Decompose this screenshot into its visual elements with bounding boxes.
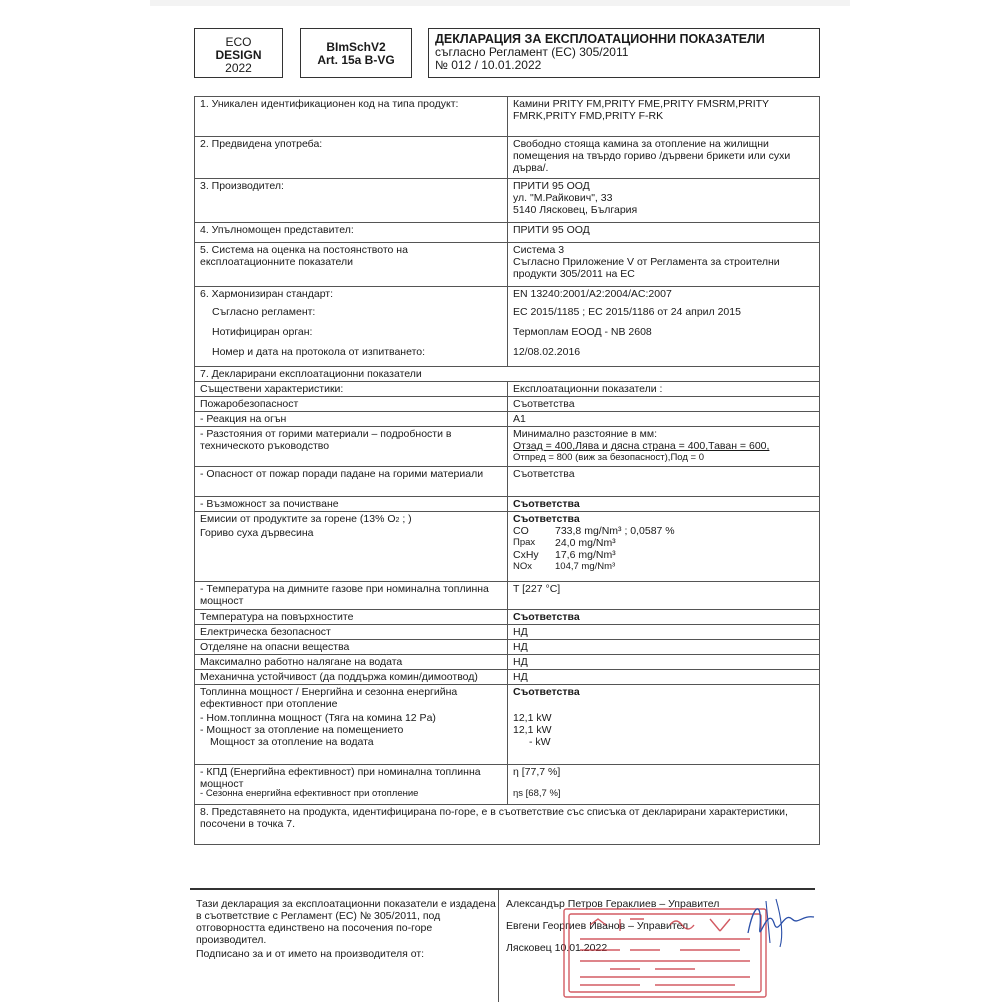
reaction-to-fire-label: - Реакция на огън — [195, 412, 508, 427]
water-pressure-value: НД — [508, 655, 820, 670]
emission-name: NOx — [513, 561, 532, 572]
room-output-value: 12,1 kW — [513, 724, 552, 736]
declaration-table — [194, 96, 820, 845]
emissions-label — [195, 512, 508, 582]
mechanical-stability-value: НД — [508, 670, 820, 685]
table-row — [195, 382, 820, 397]
emission-name: CxHy — [513, 549, 539, 561]
nominal-efficiency-text: КПД (Енергийна ефективност) при номинална топлинна мощност — [200, 766, 481, 790]
signed-on-behalf: Подписано за и от името на производителя от: — [196, 948, 425, 960]
water-output-label — [200, 736, 502, 748]
representative-value: ПРИТИ 95 ООД — [508, 223, 820, 243]
distance-min: Минимално разстояние в мм: — [513, 428, 658, 440]
distance-label-text: Разстояния от горими материали – подробности в техническото ръководство — [200, 428, 452, 452]
table-row — [195, 367, 820, 382]
eco-line1: ECO — [225, 35, 252, 49]
nominal-efficiency-value: η [77,7 %] — [513, 766, 561, 778]
footer-divider — [498, 890, 499, 1002]
table-row — [195, 512, 820, 582]
signature-footer — [190, 888, 815, 1002]
distance-back-sides: Отзад = 400,Лява и дясна страна = 400,Таван = 600, — [513, 440, 770, 452]
room-output-text: Мощност за отопление на помещението — [206, 724, 404, 736]
eco-year: 2022 — [225, 61, 252, 75]
table-row — [195, 497, 820, 512]
declared-performance-heading: 7. Декларирани експлоатационни показатели — [195, 367, 820, 382]
blm-line1: BImSchV2 — [326, 40, 386, 54]
table-row — [195, 640, 820, 655]
representative-label: 4. Упълномощен представител: — [195, 223, 508, 243]
water-pressure-label: Максимално работно налягане на водата — [195, 655, 508, 670]
table-row — [195, 287, 820, 367]
distance-value — [508, 427, 820, 467]
conformity-statement: 8. Представянето на продукта, идентифицирана по-горе, е в съответствие със списъка от декларирани характеристики, посочени в точка 7. — [195, 805, 820, 845]
notified-body-value: Термоплам ЕООД - NB 2608 — [513, 326, 652, 338]
cleaning-value: Съответства — [508, 497, 820, 512]
heat-output-label — [195, 685, 508, 765]
intended-use-label: 2. Предвидена употреба: — [195, 137, 508, 179]
emission-value: 17,6 mg/Nm³ — [555, 549, 616, 561]
table-row — [195, 412, 820, 427]
document-subtitle: съгласно Регламент (ЕС) 305/2011 — [435, 45, 629, 59]
surface-temp-value: Съответства — [508, 610, 820, 625]
intended-use-value: Свободно стоящa камина за отопление на жилищни помещения на твърдо гориво /дървени брикети или сухи дърва/. — [508, 137, 820, 179]
table-row — [195, 397, 820, 412]
emission-name: Прах — [513, 537, 536, 548]
manufacturer-label: 3. Производител: — [195, 179, 508, 223]
ecodesign-box — [194, 28, 283, 78]
regulation-value: ЕС 2015/1185 ; ЕС 2015/1186 от 24 април 2015 — [513, 306, 741, 318]
heat-output-value — [508, 685, 820, 765]
distance-front-floor: Отпред = 800 (виж за безопасност),Под = 0 — [513, 452, 705, 463]
table-row — [195, 137, 820, 179]
emissions-label-line1 — [200, 513, 502, 527]
standard-block-values — [508, 287, 820, 367]
essential-characteristics-header: Съществени характеристики: — [195, 382, 508, 397]
fuel-label: Гориво суха дървесина — [200, 527, 314, 539]
table-row — [195, 467, 820, 497]
emissions-label-text: Емисии от продуктите за горене (13% O — [200, 513, 396, 525]
distance-label — [195, 427, 508, 467]
fire-safety-label: Пожаробезопасност — [195, 397, 508, 412]
regulation-label: Съгласно регламент: — [212, 306, 316, 318]
emissions-grid — [513, 525, 814, 573]
table-row — [195, 243, 820, 287]
emission-name: CO — [513, 525, 529, 537]
table-row — [195, 179, 820, 223]
table-row — [195, 805, 820, 845]
notified-body-label: Нотифициран орган: — [212, 326, 313, 338]
emission-value: 733,8 mg/Nm³ ; 0,0587 % — [555, 525, 675, 537]
falling-material-text: Опасност от пожар поради падане на горими материали — [206, 468, 484, 480]
efficiency-value — [508, 765, 820, 805]
heat-output-compliance: Съответства — [513, 686, 580, 698]
emissions-compliance: Съответства — [513, 513, 580, 525]
manufacturer-value — [508, 179, 820, 223]
standard-label: 6. Хармонизиран стандарт: — [200, 288, 334, 300]
standard-value: EN 13240:2001/A2:2004/AC:2007 — [513, 288, 672, 300]
table-row — [195, 655, 820, 670]
flue-temp-text: Температура на димните газове при номинална топлинна мощност — [200, 583, 489, 607]
table-row — [195, 97, 820, 137]
blm-line2: Art. 15a B-VG — [317, 53, 395, 67]
table-row — [195, 427, 820, 467]
product-code-label: 1. Уникален идентификационен код на типа продукт: — [195, 97, 508, 137]
document-title: ДЕКЛАРАЦИЯ ЗА ЕКСПЛОАТАЦИОННИ ПОКАЗАТЕЛИ — [435, 32, 765, 46]
table-row — [195, 670, 820, 685]
water-output-text: Мощност за отопление на водата — [210, 736, 374, 748]
nominal-output-value: 12,1 kW — [513, 712, 552, 724]
table-row — [195, 223, 820, 243]
table-row — [195, 765, 820, 805]
signatory-1: Александър Петров Гераклиев – Управител — [506, 898, 720, 910]
falling-material-label — [195, 467, 508, 497]
nominal-output-text: Ном.топлинна мощност (Тяга на комина 12 Pa) — [206, 712, 436, 724]
emissions-label-end: ; ) — [399, 513, 412, 525]
place-and-date: Лясковец 10.01.2022 — [506, 942, 608, 954]
document-number: № 012 / 10.01.2022 — [435, 58, 542, 72]
flue-temp-label — [195, 582, 508, 610]
hazardous-substances-label: Отделяне на опасни вещества — [195, 640, 508, 655]
footer-statement — [196, 898, 496, 960]
manufacturer-street: ул. "М.Райкович", 33 — [513, 192, 613, 204]
emission-value: 104,7 mg/Nm³ — [555, 561, 616, 572]
eco-line2: DESIGN — [215, 48, 262, 62]
manufacturer-city: 5140 Лясковец, България — [513, 204, 638, 216]
protocol-value: 12/08.02.2016 — [513, 346, 581, 358]
table-row — [195, 582, 820, 610]
scan-edge — [150, 0, 850, 6]
footer-signatories — [506, 898, 811, 964]
surface-temp-label: Температура на повърхностите — [195, 610, 508, 625]
performance-header: Експлоатационни показатели : — [508, 382, 820, 397]
standard-block-labels — [195, 287, 508, 367]
system-annex: Съгласно Приложение V от Регламента за строителни продукти 305/2011 на ЕС — [513, 256, 780, 280]
table-row — [195, 685, 820, 765]
protocol-label: Номер и дата на протокола от изпитването: — [212, 346, 426, 358]
water-output-value: - kW — [529, 736, 551, 748]
fire-safety-value: Съответства — [508, 397, 820, 412]
product-code-value: Камини PRITY FM,PRITY FME,PRITY FMSRM,PRITY FMRK,PRITY FMD,PRITY F-RK — [508, 97, 820, 137]
efficiency-label — [195, 765, 508, 805]
falling-material-value: Съответства — [508, 467, 820, 497]
footer-statement-text: Тази декларация за експлоатационни показатели е издадена в съответствие с Регламент (ЕС) № 305/2011, под отговорността единствено на посочения по-горе производител. — [196, 898, 496, 946]
electrical-safety-label: Електрическа безопасност — [195, 625, 508, 640]
electrical-safety-value: НД — [508, 625, 820, 640]
table-row — [195, 610, 820, 625]
bimschv-box — [300, 28, 412, 78]
mechanical-stability-label: Механична устойчивост (да поддържа комин/димоотвод) — [195, 670, 508, 685]
table-row — [195, 625, 820, 640]
seasonal-efficiency-value: ηs [68,7 %] — [513, 788, 561, 799]
seasonal-efficiency-text: Сезонна енергийна ефективност при отопление — [205, 788, 419, 799]
hazardous-substances-value: НД — [508, 640, 820, 655]
reaction-to-fire-value: A1 — [508, 412, 820, 427]
emissions-value — [508, 512, 820, 582]
heat-output-heading: Топлинна мощност / Енергийна и сезонна енергийна ефективност при отопление — [200, 686, 458, 710]
cleaning-text: Възможност за почистване — [206, 498, 339, 510]
flue-temp-value: T [227 °C] — [508, 582, 820, 610]
nominal-output-label — [200, 712, 502, 724]
assessment-system-label: 5. Система на оценка на постоянството на експлоатационните показатели — [195, 243, 508, 287]
system-number: Система 3 — [513, 244, 565, 256]
signatory-2: Евгени Георгиев Иванов – Управител — [506, 920, 689, 932]
seasonal-efficiency-label — [200, 788, 502, 800]
room-output-label — [200, 724, 502, 736]
cleaning-label — [195, 497, 508, 512]
o2-subscript: 2 — [395, 517, 400, 524]
emission-value: 24,0 mg/Nm³ — [555, 537, 616, 549]
assessment-system-value — [508, 243, 820, 287]
manufacturer-name: ПРИТИ 95 ООД — [513, 180, 590, 192]
nominal-efficiency-label — [200, 766, 502, 788]
declaration-title-box — [428, 28, 820, 78]
